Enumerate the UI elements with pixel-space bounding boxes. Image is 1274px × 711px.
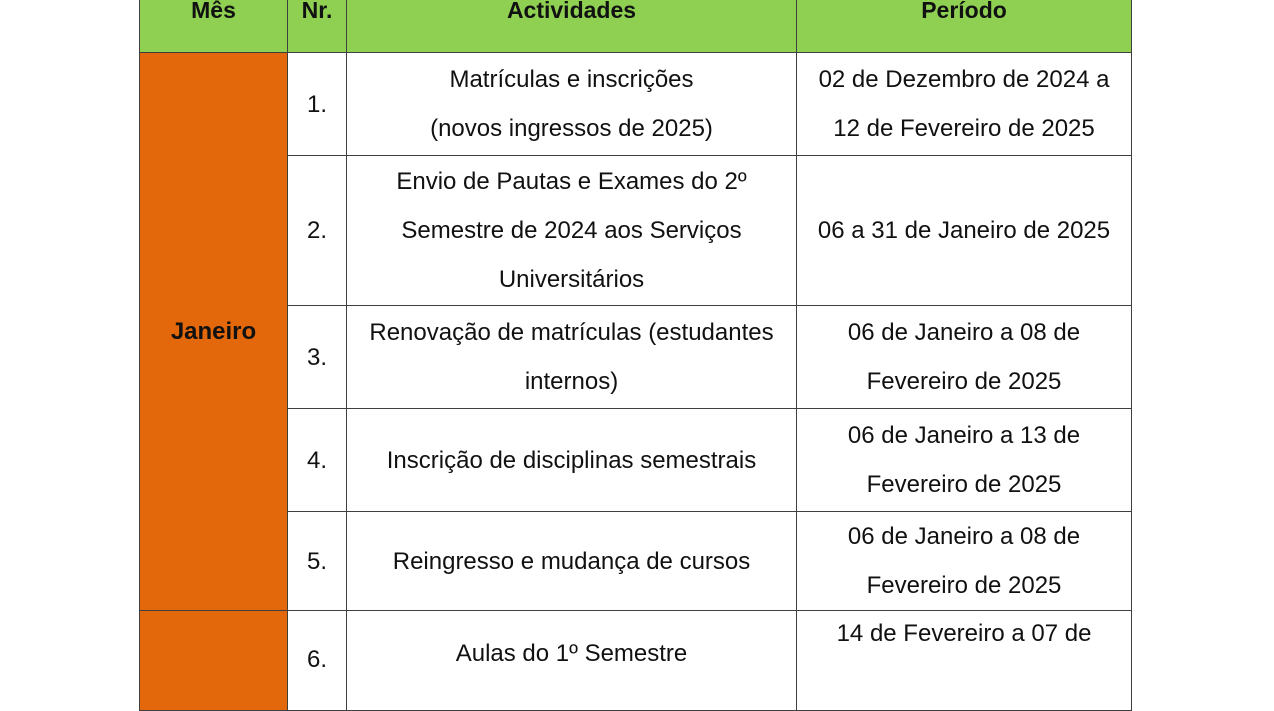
activity-line: Envio de Pautas e Exames do 2º (396, 168, 747, 195)
activity-line: (novos ingressos de 2025) (430, 115, 713, 142)
period-line: 02 de Dezembro de 2024 a (818, 66, 1110, 93)
activity-cell (347, 611, 797, 711)
activity-line: Aulas do 1º Semestre (455, 640, 688, 667)
row-number: 5. (288, 512, 347, 611)
month-cell (140, 611, 288, 711)
table-row (140, 512, 1132, 611)
table-row (140, 53, 1132, 156)
activity-cell (347, 53, 797, 156)
activity-line: Matrículas e inscrições (449, 66, 694, 93)
period-cell (797, 409, 1132, 512)
table-row (140, 409, 1132, 512)
row-number: 3. (288, 306, 347, 409)
activity-cell (347, 156, 797, 306)
period-cell (797, 53, 1132, 156)
row-number: 4. (288, 409, 347, 512)
activity-line: Reingresso e mudança de cursos (392, 547, 751, 575)
schedule-body (140, 53, 1132, 711)
table-row (140, 306, 1132, 409)
period-line: Fevereiro de 2025 (866, 471, 1062, 498)
period-cell (797, 512, 1132, 611)
header-periodo: Período (797, 0, 1132, 53)
period-line: 06 de Janeiro a 13 de (847, 422, 1081, 449)
activity-cell (347, 409, 797, 512)
row-number: 2. (288, 156, 347, 306)
month-cell: Janeiro (140, 53, 288, 611)
period-line: 14 de Fevereiro a 07 de (836, 620, 1092, 647)
period-cell (797, 306, 1132, 409)
activity-line: internos) (524, 368, 619, 395)
activity-line: Universitários (498, 266, 645, 293)
header-mes: Mês (140, 0, 288, 53)
period-line: 06 a 31 de Janeiro de 2025 (817, 217, 1111, 244)
header-row (140, 0, 1132, 53)
activity-line: Semestre de 2024 aos Serviços (401, 217, 742, 244)
activity-line: Inscrição de disciplinas semestrais (386, 446, 757, 474)
table-row (140, 156, 1132, 306)
period-line: 12 de Fevereiro de 2025 (833, 115, 1095, 142)
header-actividades: Actividades (347, 0, 797, 53)
period-line: 06 de Janeiro a 08 de (847, 319, 1081, 346)
period-line: Fevereiro de 2025 (866, 572, 1062, 599)
activity-cell (347, 512, 797, 611)
period-line: 06 de Janeiro a 08 de (847, 523, 1081, 550)
period-cell (797, 611, 1132, 711)
table-row (140, 611, 1132, 711)
period-cell (797, 156, 1132, 306)
schedule-table (139, 0, 1132, 711)
period-line: Fevereiro de 2025 (866, 368, 1062, 395)
row-number: 6. (288, 611, 347, 711)
activity-line: Renovação de matrículas (estudantes (369, 319, 774, 346)
activity-cell (347, 306, 797, 409)
header-nr: Nr. (288, 0, 347, 53)
row-number: 1. (288, 53, 347, 156)
